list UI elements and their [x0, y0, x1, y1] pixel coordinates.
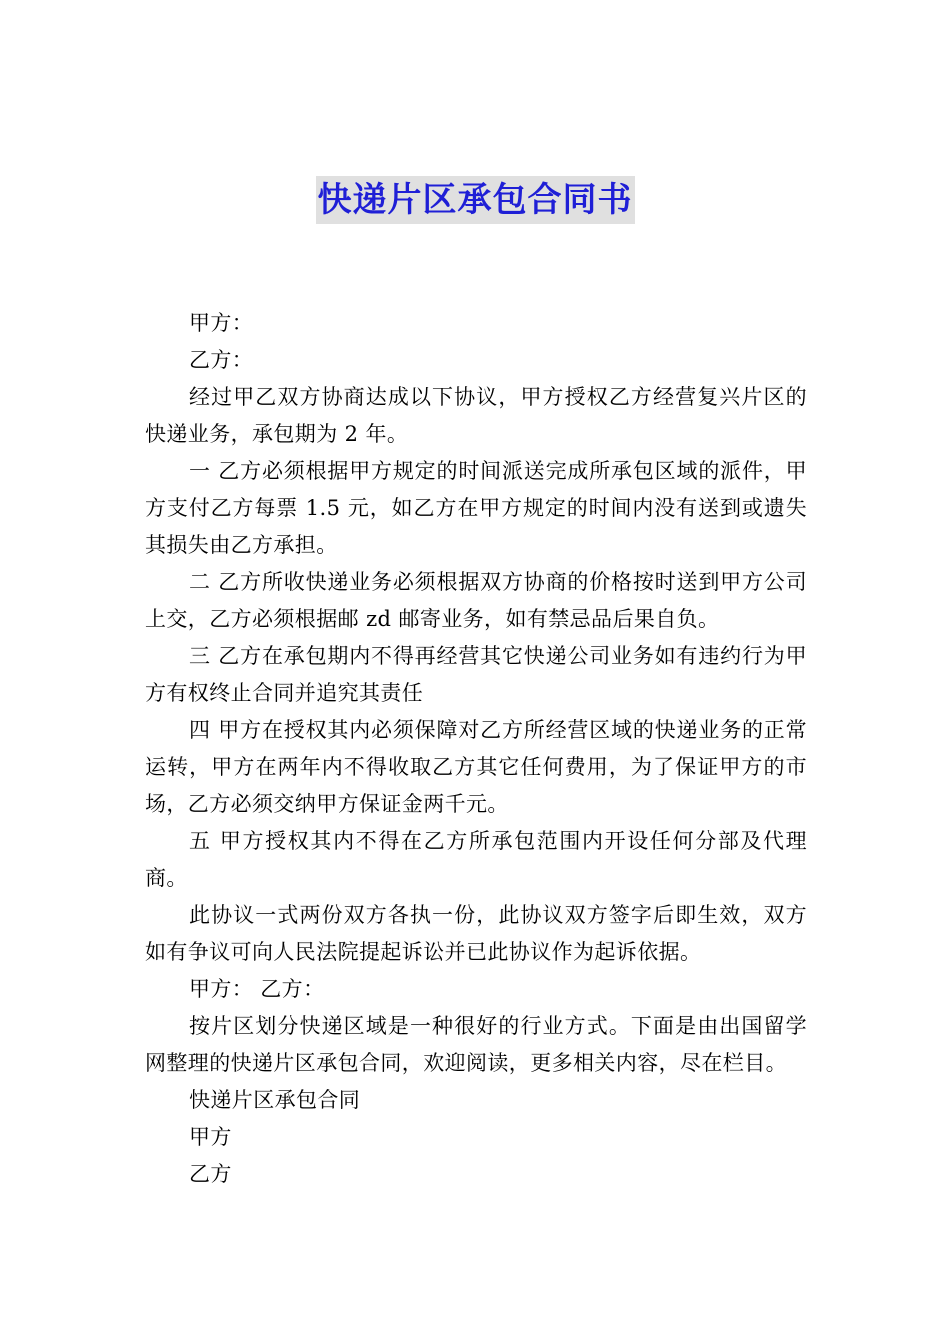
party-b-line: 乙方： — [189, 348, 254, 372]
section-heading: 快递片区承包合同 — [189, 1088, 361, 1112]
clause-three: 三 乙方在承包期内不得再经营其它快递公司业务如有违约行为甲方有权终止合同并追究其责任 — [145, 644, 807, 705]
clause-one: 一 乙方必须根据甲方规定的时间派送完成所承包区域的派件，甲方支付乙方每票 1.5 元，如乙方在甲方规定的时间内没有送到或遗失其损失由乙方承担。 — [145, 459, 807, 557]
document-title: 快递片区承包合同书 — [316, 176, 635, 224]
title-wrapper — [0, 176, 950, 224]
party-a-line: 甲方： — [189, 311, 254, 335]
clause-five: 五 甲方授权其内不得在乙方所承包范围内开设任何分部及代理商。 — [145, 829, 807, 890]
party-b-label: 乙方 — [189, 1162, 232, 1186]
signature-line: 甲方： 乙方： — [189, 977, 325, 1001]
document-body — [145, 305, 807, 1193]
party-a-label: 甲方 — [189, 1125, 232, 1149]
intro-note: 按片区划分快递区域是一种很好的行业方式。下面是由出国留学网整理的快递片区承包合同，欢迎阅读，更多相关内容，尽在栏目。 — [145, 1014, 807, 1075]
agreement-intro: 经过甲乙双方协商达成以下协议，甲方授权乙方经营复兴片区的快递业务，承包期为 2 年。 — [145, 385, 807, 446]
clause-four: 四 甲方在授权其内必须保障对乙方所经营区域的快递业务的正常运转，甲方在两年内不得收取乙方其它任何费用，为了保证甲方的市场，乙方必须交纳甲方保证金两千元。 — [145, 718, 807, 816]
clause-two: 二 乙方所收快递业务必须根据双方协商的价格按时送到甲方公司上交，乙方必须根据邮 zd 邮寄业务，如有禁忌品后果自负。 — [145, 570, 807, 631]
effect-clause: 此协议一式两份双方各执一份，此协议双方签字后即生效，双方如有争议可向人民法院提起诉讼并已此协议作为起诉依据。 — [145, 903, 807, 964]
